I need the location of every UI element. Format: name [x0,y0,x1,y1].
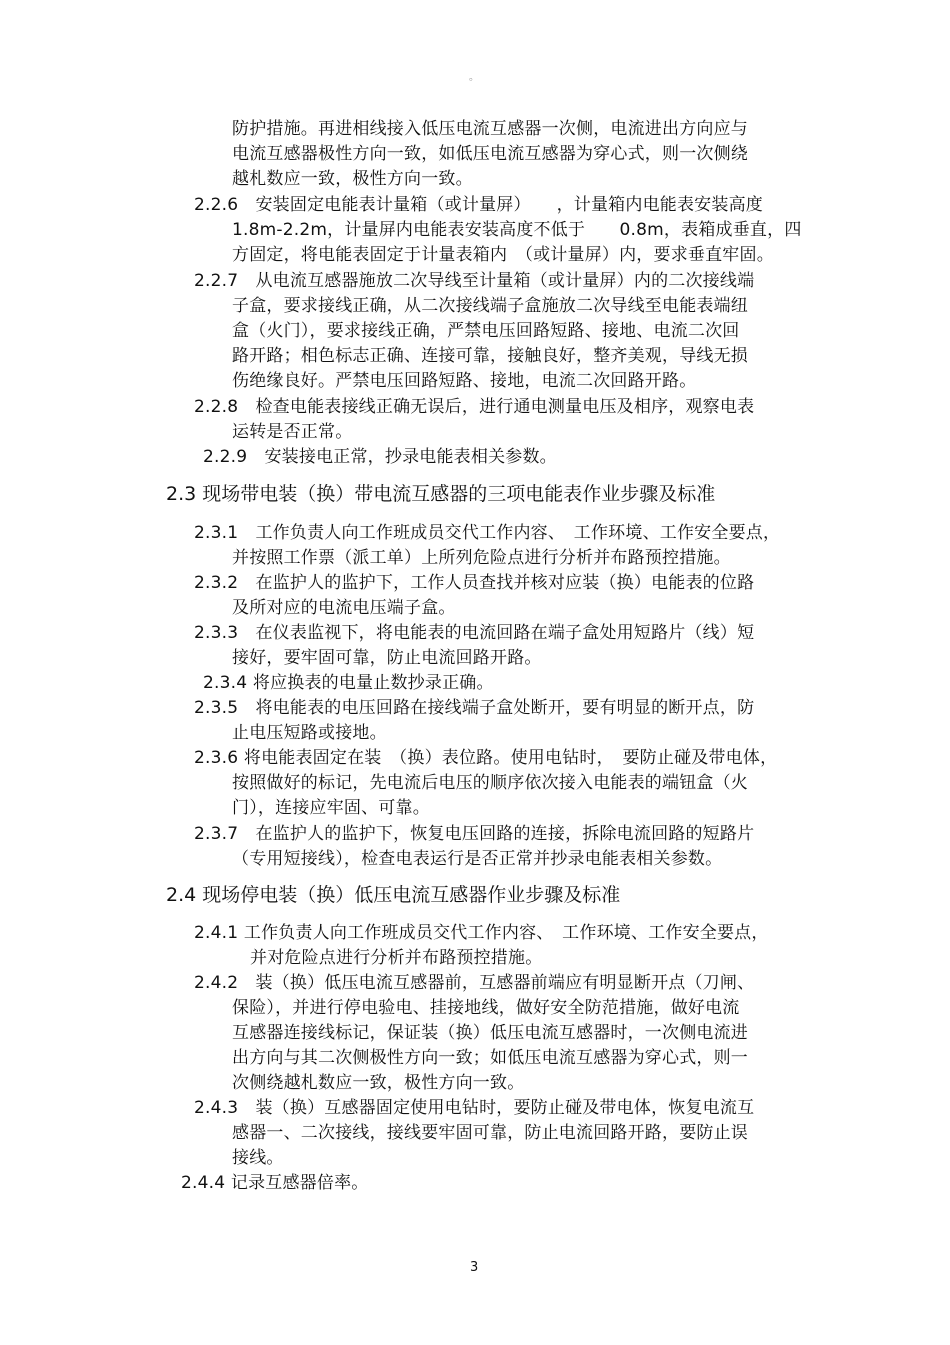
item-number: 2.3.5 [194,698,239,718]
heading-text: 现场带电装（换）带电流互感器的三项电能表作业步骤及标准 [202,483,716,505]
list-item-2-4-2 [194,972,754,994]
item-number: 2.3.7 [194,824,239,844]
item-text: 将应换表的电量止数抄录正确。 [252,673,494,693]
page-number: 3 [470,1260,479,1275]
item-number: 2.4.2 [194,973,239,993]
list-item-2-3-7 [194,823,754,845]
text-line: 按照做好的标记，先电流后电压的顺序依次接入电能表的端钮盒（火 [232,773,748,793]
list-item-2-3-3 [194,622,754,644]
text-line: 子盒，要求接线正确，从二次接线端子盒施放二次导线至电能表端纽 [232,296,748,316]
list-item-2-2-7 [194,270,754,292]
text-line: 防护措施。再进相线接入低压电流互感器一次侧，电流进出方向应与 [232,119,748,139]
text-line: 出方向与其二次侧极性方向一致；如低压电流互感器为穿心式，则一 [232,1048,748,1068]
heading-text: 现场停电装（换）低压电流互感器作业步骤及标准 [202,884,621,906]
list-item-2-3-5 [194,697,754,719]
text-line: 1.8m-2.2m，计量屏内电能表安装高度不低于 0.8m，表箱成垂直，四 [232,220,802,240]
item-number: 2.3.2 [194,573,239,593]
text-line: 次侧绕越札数应一致，极性方向一致。 [232,1073,525,1093]
item-text: 将电能表固定在装 （换）表位路。使用电钻时， 要防止碰及带电体， [243,748,778,768]
list-item-2-2-8 [194,396,754,418]
text-line: 互感器连接线标记，保证装（换）低压电流互感器时，一次侧电流进 [232,1023,748,1043]
heading-number: 2.4 [166,884,197,906]
text-line: 电流互感器极性方向一致，如低压电流互感器为穿心式，则一次侧绕 [232,144,748,164]
text-line: 门），连接应牢固、可靠。 [232,798,430,818]
item-text: 工作负责人向工作班成员交代工作内容、 工作环境、工作安全要点， [255,523,781,543]
text-line: 并按照工作票（派工单）上所列危险点进行分析并布路预控措施。 [232,548,731,568]
item-text: 将电能表的电压回路在接线端子盒处断开，要有明显的断开点，防 [255,698,755,718]
item-text: 安装接电正常，抄录电能表相关参数。 [264,447,557,467]
item-number: 2.4.3 [194,1098,239,1118]
item-text: 在监护人的监护下，恢复电压回路的连接，拆除电流回路的短路片 [255,824,755,844]
list-item-2-3-6 [194,747,777,769]
text-line: 盒（火门），要求接线正确，严禁电压回路短路、接地、电流二次回 [232,321,740,341]
text-line: 保险），并进行停电验电、挂接地线，做好安全防范措施，做好电流 [232,998,740,1018]
item-text: 检查电能表接线正确无误后，进行通电测量电压及相序，观察电表 [255,397,755,417]
item-text: 装（换）低压电流互感器前，互感器前端应有明显断开点（刀闸、 [255,973,755,993]
item-number: 2.4.4 [181,1173,226,1193]
text-line: 并对危险点进行分析并布路预控措施。 [250,948,543,968]
text-line: 止电压短路或接地。 [232,723,387,743]
item-number: 2.2.8 [194,397,239,417]
item-text: 记录互感器倍率。 [230,1173,369,1193]
text-line: （专用短接线），检查电表运行是否正常并抄录电能表相关参数。 [232,849,723,869]
list-item-2-4-3 [194,1097,754,1119]
item-number: 2.2.6 [194,195,239,215]
text-line: 方固定，将电能表固定于计量表箱内 （或计量屏）内，要求垂直牢固。 [232,245,774,265]
item-number: 2.2.9 [203,447,248,467]
item-text: 在仪表监视下，将电能表的电流回路在端子盒处用短路片（线）短 [255,623,755,643]
item-number: 2.3.4 [203,673,248,693]
text-line: 感器一、二次接线，接线要牢固可靠，防止电流回路开路，要防止误 [232,1123,748,1143]
list-item-2-3-1 [194,522,780,544]
item-text: 工作负责人向工作班成员交代工作内容、 工作环境、工作安全要点， [243,923,769,943]
item-text: 安装固定电能表计量箱（或计量屏） ，计量箱内电能表安装高度 [255,195,763,215]
item-text: 从电流互感器施放二次导线至计量箱（或计量屏）内的二次接线端 [255,271,755,291]
item-number: 2.3.1 [194,523,239,543]
text-line: 接线。 [232,1148,284,1168]
item-number: 2.2.7 [194,271,239,291]
heading-number: 2.3 [166,483,197,505]
text-line: 越札数应一致，极性方向一致。 [232,169,473,189]
text-line: 伤绝缘良好。严禁电压回路短路、接地，电流二次回路开路。 [232,371,697,391]
item-number: 2.3.6 [194,748,239,768]
text-line: 路开路；相色标志正确、连接可靠，接触良好，整齐美观，导线无损 [232,346,748,366]
text-line: 接好，要牢固可靠，防止电流回路开路。 [232,648,542,668]
item-number: 2.4.1 [194,923,239,943]
list-item-2-3-4 [203,672,494,694]
section-heading-2-4 [166,883,620,907]
section-heading-2-3 [166,482,715,506]
list-item-2-3-2 [194,572,754,594]
list-item-2-4-4 [181,1172,368,1194]
item-text: 装（换）互感器固定使用电钻时，要防止碰及带电体，恢复电流互 [255,1098,755,1118]
header-mark: 。 [469,72,479,83]
item-text: 在监护人的监护下，工作人员查找并核对应装（换）电能表的位路 [255,573,755,593]
list-item-2-2-6 [194,194,763,216]
text-line: 及所对应的电流电压端子盒。 [232,598,456,618]
text-line: 运转是否正常。 [232,422,353,442]
list-item-2-2-9 [203,446,557,468]
item-number: 2.3.3 [194,623,239,643]
list-item-2-4-1 [194,922,769,944]
